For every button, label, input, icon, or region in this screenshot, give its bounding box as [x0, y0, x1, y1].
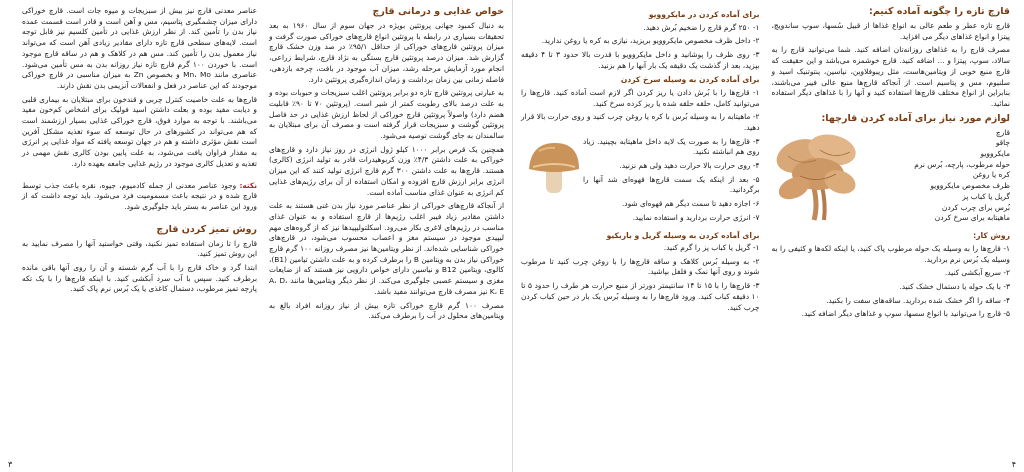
- cleaning-paragraph: ابتدا گرد و خاک قارچ را با آب گرم شسته و آن را روی آنها باقی مانده برطرف کنید. سپس با آب سرد آبکشی کنید. با اینکه قارچ‌ها را با یک تکه پارچه تمیز مرطوب، دستمال کاغذی یا یک بُرس نرم پاک کنید.: [22, 263, 257, 294]
- minerals-paragraph: قارچ‌ها به علت خاصیت کنترل چربی و قندخون برای مبتلایان به بیماری قلبی و دیابت مفید بوده و بعلت داشتن اسید فولیک برای اشخاص کم‌خون مفید می‌باشند. با توجه به موارد فوق، قارچ خوراکی غذایی بسیار ارزشمند است که هم می‌تواند در کشورهای در حال توسعه که سوء تغذیه مشکل آفرین است نقش مؤثری داشته و هم در جهان توسعه یافته که مواد غذایی پر انرژی به مقدار فراوان یافت می‌شود، به علت پایین بودن کالری نقش مهمی در تغذیه و تعدیل کالری موجود در رژیم غذایی جامعه بعهده دارد.: [22, 94, 257, 168]
- page-4: [512, 0, 1024, 472]
- frying-step: ۲- ماهیتابه را به وسیله بُرس با کره یا روغن چرب کنید و روی حرارت بالا قرار دهید.: [521, 112, 760, 132]
- cooking-methods-column: [521, 6, 760, 454]
- microwave-step: ۲- داخل ظرف مخصوص مایکروویو بریزید، نیازی به کره یا روغن ندارید.: [541, 36, 760, 46]
- note-body: وجود عناصر معدنی از جمله کادمیوم، جیوه، نقره باعث جذب توسط قارچ شده و در نتیجه باعث مسمومیت فرد می‌شود. باید توجه داشت که از ورود این عناصر به بستر باید جلوگیری شود.: [22, 180, 257, 211]
- frying-step: ۷- انرژی حرارت بردارید و استفاده نمایید.: [632, 212, 760, 222]
- method-step: ۵- قارچ را می‌توانید با انواع سسها، سوپ و غذاهای دیگر اضافه کنید.: [801, 309, 1010, 319]
- grill-heading: برای آماده کردن به وسیله گریل و باربکیو: [606, 230, 760, 240]
- page-number: ۴: [1011, 460, 1016, 469]
- frying-step: ۱- قارچ‌ها را با بُرش دادن یا ریز کردن اگر لازم است آماده کنید. قارچ‌ها را می‌توانید کامل، حلقه حلقه شده یا ریز کرده سرخ کنید.: [521, 87, 760, 108]
- frying-step: ۵- بعد از اینکه یک سمت قارچ‌ها قهوه‌ای شد آنها را برگردانید.: [583, 174, 760, 195]
- note-label: نکته:: [239, 180, 257, 190]
- nutrition-paragraph: از آنجاکه قارچ‌های خوراکی از نظر عناصر مورد نیاز بدن غنی هستند به علت داشتن مقادیر زیاد فیبر اغلب رژیم‌ها از قارچ استفاده و به عنوان غذای مناسب در رژیم‌های لاغری بکار می‌رود. اسکلتولیپیدها نیز که از گروه‌های مهم لیپیدی موجود در سیستم مغز و اعصاب محسوب می‌شود، در قارچ‌های خوراکی شناسایی شده‌اند. از نظر ویتامین‌ها نیز مصرف روزانه ۱۰۰ گرم قارچ خوراکی نیاز بدن به ویتامین B را برطرف کرده و به علت داشتن تیامین (B1)، کالوی، ویتامین B12 و نیاسین دارای خواص دارویی نیز هستند که از ضایعات مغزی و سیستم عصبی جلوگیری می‌کند. از نظر دیگر ویتامین‌ها مانند A، D، K، E نیز مصرف قارچ می‌توانند مفید باشد.: [269, 201, 505, 296]
- list-item: بُرس برای چرب کردن: [941, 202, 1010, 212]
- prep-paragraph: مصرف قارچ را به غذاهای روزانه‌تان اضافه کنید. شما می‌توانید قارچ را به سالاد، سوپ، پیتزا و ... اضافه کنید. قارچ خوشمزه می‌باشد و این حقیقت که قارچ منبع خوبی از ویتامین‌هاست، مثل ریبوفلاوین، نیاسین، پنتوتنیک اسید و سلنیوم، مس و پتاسیم است. از آنجاکه قارچ‌ها منبع عالی فیبر می‌باشند، بنابراین از انواع مختلف قارچ‌ها استفاده کنید و آنها را با غذاهای دیگر استفاده نمائید.: [771, 45, 1010, 108]
- method-step: ۲- سریع آبکشی کنید.: [944, 268, 1010, 278]
- list-item: قارچ: [995, 127, 1010, 137]
- prep-paragraph: قارچ تازه عطر و طعم عالی به انواع غذاها از قبیل سُسها، سوپ ساندویچ، پیتزا و انواع غذاهای دیگر می افزاید.: [771, 21, 1010, 41]
- page-number: ۳: [8, 460, 13, 469]
- grill-step: ۳- قارچ‌ها را با ۱۵ تا ۱۴ سانتیمتر دورتر از منبع حرارت هر طرف را حدود ۵ تا ۱۰ دقیقه کباب کنید. ورود قارچ‌ها را به وسیله بُرس یک بار در حین کباب کردن چرب کنید.: [521, 281, 760, 312]
- note-block: [22, 181, 257, 213]
- list-item: چاقو: [995, 138, 1010, 148]
- nutrition-column: [269, 6, 504, 454]
- grill-step: ۱- گریل یا کباب پز را گرم کنید.: [663, 243, 760, 253]
- frying-heading: برای آماده کردن به وسیله سرخ کردن: [620, 75, 760, 85]
- button-mushroom-illustration: [525, 139, 583, 201]
- microwave-step: ۱- ۲۵۰ گرم قارچ را ضخیم بُرش دهید.: [643, 22, 760, 32]
- method-step: ۱- قارچ‌ها را به وسیله یک حوله مرطوب پاک کنید، یا اینکه لکه‌ها و کثیفی را به وسیله یک بُرس نرم بردارید.: [771, 243, 1010, 264]
- nutrition-paragraph: به عبارتی پروتئین قارچ تازه دو برابر پروتئین اغلب سبزیجات و حبوبات بوده و به علت درصد بالای رطوبت کمتر از شیر است. (پروتئین ۷۰ تا ۹۰٪ قابلیت هضم دارد) واصولاً پروتئین قارچ خوراکی از لحاظ ارزش غذایی در حد فاصل پروتئین گوشت و سبزیجات قرار گرفته است و مصرف آن برای مبتلایان به سالمندان به جای گوشت توصیه می‌شود.: [269, 88, 504, 141]
- list-item: ماهیتابه برای سرخ کردن: [934, 213, 1010, 223]
- prep-heading: قارچ تازه را چگونه آماده کنیم:: [869, 6, 1010, 17]
- method-heading: روش کار:: [973, 231, 1010, 241]
- frying-step: ۶- اجازه دهید تا سمت دیگر هم قهوه‌ای شود.: [621, 199, 760, 209]
- minerals-column: [22, 6, 257, 454]
- frying-step: ۴- روی حرارت بالا حرارت دهید ولی هم نزنید.: [619, 161, 760, 171]
- list-item: حوله مرطوب، پارچه، بُرس نرم: [914, 159, 1010, 169]
- cleaning-paragraph: قارچ را تا زمان استفاده تمیز نکنید، وقتی خواستید آنها را مصرف نمایید به این روش تمیز کنید.: [22, 238, 257, 259]
- cleaning-heading: روش تمیز کردن قارچ: [156, 223, 257, 235]
- nutrition-paragraph: به دنبال کمبود جهانی پروتئین بویژه در جهان سوم از سال ۱۹۶۰ به بعد تحقیقات بسیاری در رابطه با پروتئین انواع قارچ‌های خوراکی صورت گرفت و میزان پروتئین قارچ‌های خوراکی از حداقل ۹۵/۱٪ در صد وزن خشک قارچ گزارش شد. میزان درصد پروتئین قارچ بستگی به نژاد قارچ، شرایط زراعی، انجام مورد آزمایش مرحله رشد، میزان آب موجود در بافت، چرخه بازدهی، فاصله زمانی بین زمان برداشت و زمان اندازه‌گیری پروتئین دارد.: [269, 21, 504, 84]
- list-item: ظرف مخصوص مایکروویو: [930, 181, 1010, 191]
- frying-step: ۳- قارچ‌ها را به صورت یک لایه داخل ماهیتابه بچینید. زیاد روی هم انباشته نکنید.: [583, 136, 760, 157]
- nutrition-heading: خواص غذایی و درمانی قارچ: [372, 6, 504, 17]
- microwave-step: ۳- روی ظرف را پوشانید و داخل مایکروویو با قدرت بالا حدود ۳ تا ۴ دقیقه بپزید، بعد از گذشت یک دقیقه یک بار آنها را هم بزنید.: [521, 49, 760, 70]
- prep-column: [772, 6, 1011, 454]
- nutrition-paragraph: همچنین یک قرص برابر ۱۰۰۰ کیلو ژول انرژی در روز نیاز دارد و قارچ‌های خوراکی به علت داشتن ۴/۳٪ وزن کربوهیدرات قادر به تولید انرژی (کالری) هستند. قارچ‌ها به علت داشتن ۳۰۰ گرم قارچ انرژی تولید کنند که این میزان انرژی برابر ارزش قارچ افزوده و امکان استفاده از آن برای رژیم‌های غذایی کم انرژی به عنوان غذای مناسب آماده است.: [269, 144, 504, 197]
- list-item: کره یا روغن: [972, 170, 1010, 180]
- list-item: مایکروویو: [980, 149, 1010, 159]
- microwave-heading: برای آماده کردن در مایکروویو: [648, 10, 760, 19]
- nutrition-paragraph: مصرف ۱۰۰ گرم قارچ خوراکی تازه بیش از نیاز روزانه افراد بالغ به ویتامین‌های محلول در آب را برطرف می‌کند.: [269, 300, 504, 321]
- grill-step: ۲- به وسیله بُرس کلاهک و ساقه قارچ‌ها را با روغن چرب کنید تا مرطوب شوند و روی آنها نمک و فلفل بپاشید.: [521, 256, 760, 277]
- tools-heading: لوازم مورد نیاز برای آماده کردن قارچها:: [821, 112, 1010, 124]
- oyster-mushroom-illustration: [774, 130, 860, 226]
- list-item: گریل یا کباب پز: [962, 191, 1010, 201]
- method-step: ۴- ساقه را اگر خشک شده بردارید. ساقه‌های سفت را بکنید.: [826, 295, 1010, 305]
- minerals-paragraph: عناصر معدنی قارچ نیز بیش از سبزیجات و میوه جات است. قارچ خوراکی دارای میزان چشمگیری پتاسیم، مس و آهن است و قادر است قسمت عمده نیاز بدن را تأمین کند. از نظر ارزش غذایی در تأمین کلسیم نیز قابل توجه است. لایه‌های سطحی قارچ تازه دارای مقادیر زیادی آهن است که می‌تواند نیاز معمول بدن را تأمین کند. مس هم در کلاهک و هم در ساقه قارچ موجود است. با خوردن ۱۰۰ گرم قارچ تازه نیاز روزانه بدن به مس تأمین می‌شود. عناصری مانند Mn، Mo و بخصوص Zn به میزان مناسبی در قارچ خوراکی موجودند که این عناصر در فعل و انفعالات آنزیمی بدن نقش دارند.: [22, 6, 258, 90]
- method-step: ۳- با یک حوله یا دستمال خشک کنید.: [899, 281, 1010, 291]
